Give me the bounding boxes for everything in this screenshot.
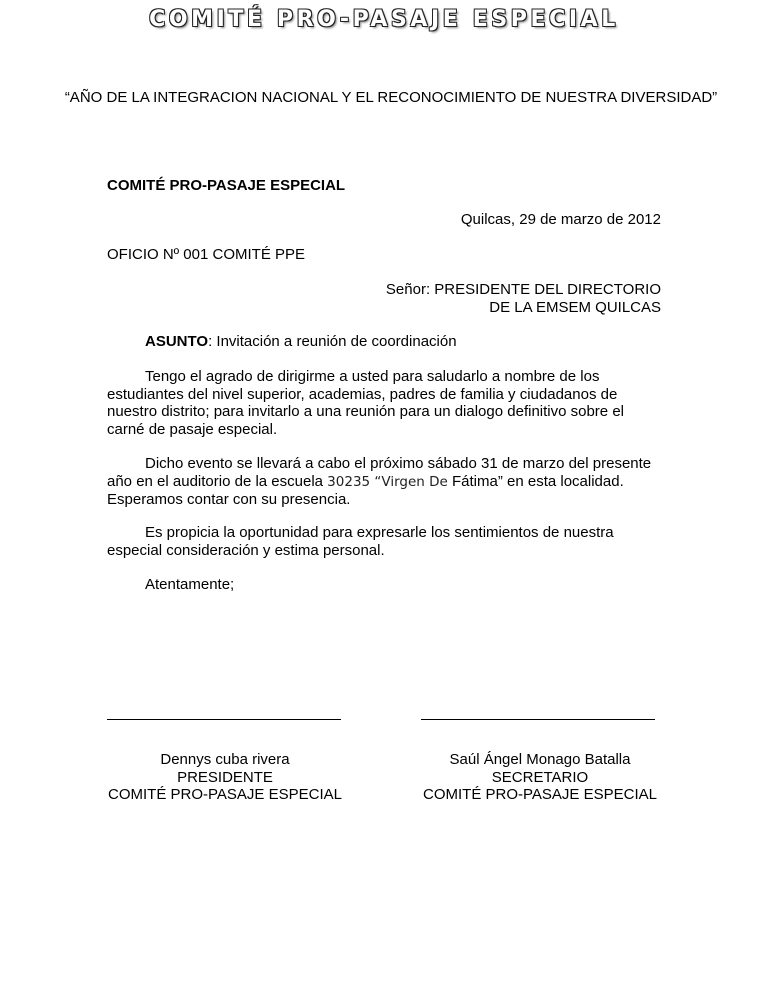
paragraph-2-start: Dicho evento se llevará a cabo el próximo sábado 31 de marzo del presente año en el auditorio de la escuela bbox=[107, 455, 652, 490]
signatory-name: Dennys cuba rivera bbox=[160, 751, 290, 768]
signatory-name: Saúl Ángel Monago Batalla bbox=[449, 751, 631, 768]
recipient-line-2: DE LA EMSEM QUILCAS bbox=[489, 298, 661, 316]
subject-text: : Invitación a reunión de coordinación bbox=[208, 333, 457, 350]
subject-label: ASUNTO bbox=[145, 333, 209, 350]
closing-salutation: Atentamente; bbox=[145, 576, 235, 593]
signature-block-president bbox=[97, 751, 353, 804]
signature-block-secretary bbox=[412, 751, 668, 804]
letter-reference: OFICIO Nº 001 COMITÉ PPE bbox=[107, 246, 306, 263]
letter-date: Quilcas, 29 de marzo de 2012 bbox=[460, 211, 661, 228]
signature-line-secretary bbox=[421, 719, 655, 720]
signatory-organization: COMITÉ PRO-PASAJE ESPECIAL bbox=[108, 786, 342, 803]
year-motto: “AÑO DE LA INTEGRACION NACIONAL Y EL RECONOCIMIENTO DE NUESTRA DIVERSIDAD” bbox=[64, 89, 718, 106]
school-name: 30235 “Virgen De bbox=[327, 473, 448, 490]
signatory-role: SECRETARIO bbox=[491, 768, 589, 786]
signatory-role: PRESIDENTE bbox=[177, 768, 273, 786]
body-paragraph-1: Tengo el agrado de dirigirme a usted para saludarlo a nombre de los estudiantes del nivel superior, academias, padres de familia y ciudadanos de nuestro distrito; para invitarlo a una reunión para un dialogo definitivo sobre el carné de pasaje especial. bbox=[107, 368, 624, 438]
body-paragraph-3: Es propicia la oportunidad para expresarle los sentimientos de nuestra especial consideración y estima personal. bbox=[107, 524, 614, 559]
signature-line-president bbox=[107, 719, 341, 720]
body-paragraph-2 bbox=[107, 455, 659, 509]
subject-line bbox=[145, 333, 457, 351]
sender-heading: COMITÉ PRO-PASAJE ESPECIAL bbox=[107, 177, 346, 194]
paragraph-2-end: Fátima” en esta localidad. Esperamos contar con su presencia. bbox=[107, 472, 624, 508]
document-header-title: COMITÉ PRO-PASAJE ESPECIAL bbox=[149, 7, 619, 32]
signatory-organization: COMITÉ PRO-PASAJE ESPECIAL bbox=[423, 786, 657, 803]
recipient-block bbox=[386, 281, 661, 316]
recipient-line-1: Señor: PRESIDENTE DEL DIRECTORIO bbox=[385, 281, 661, 298]
